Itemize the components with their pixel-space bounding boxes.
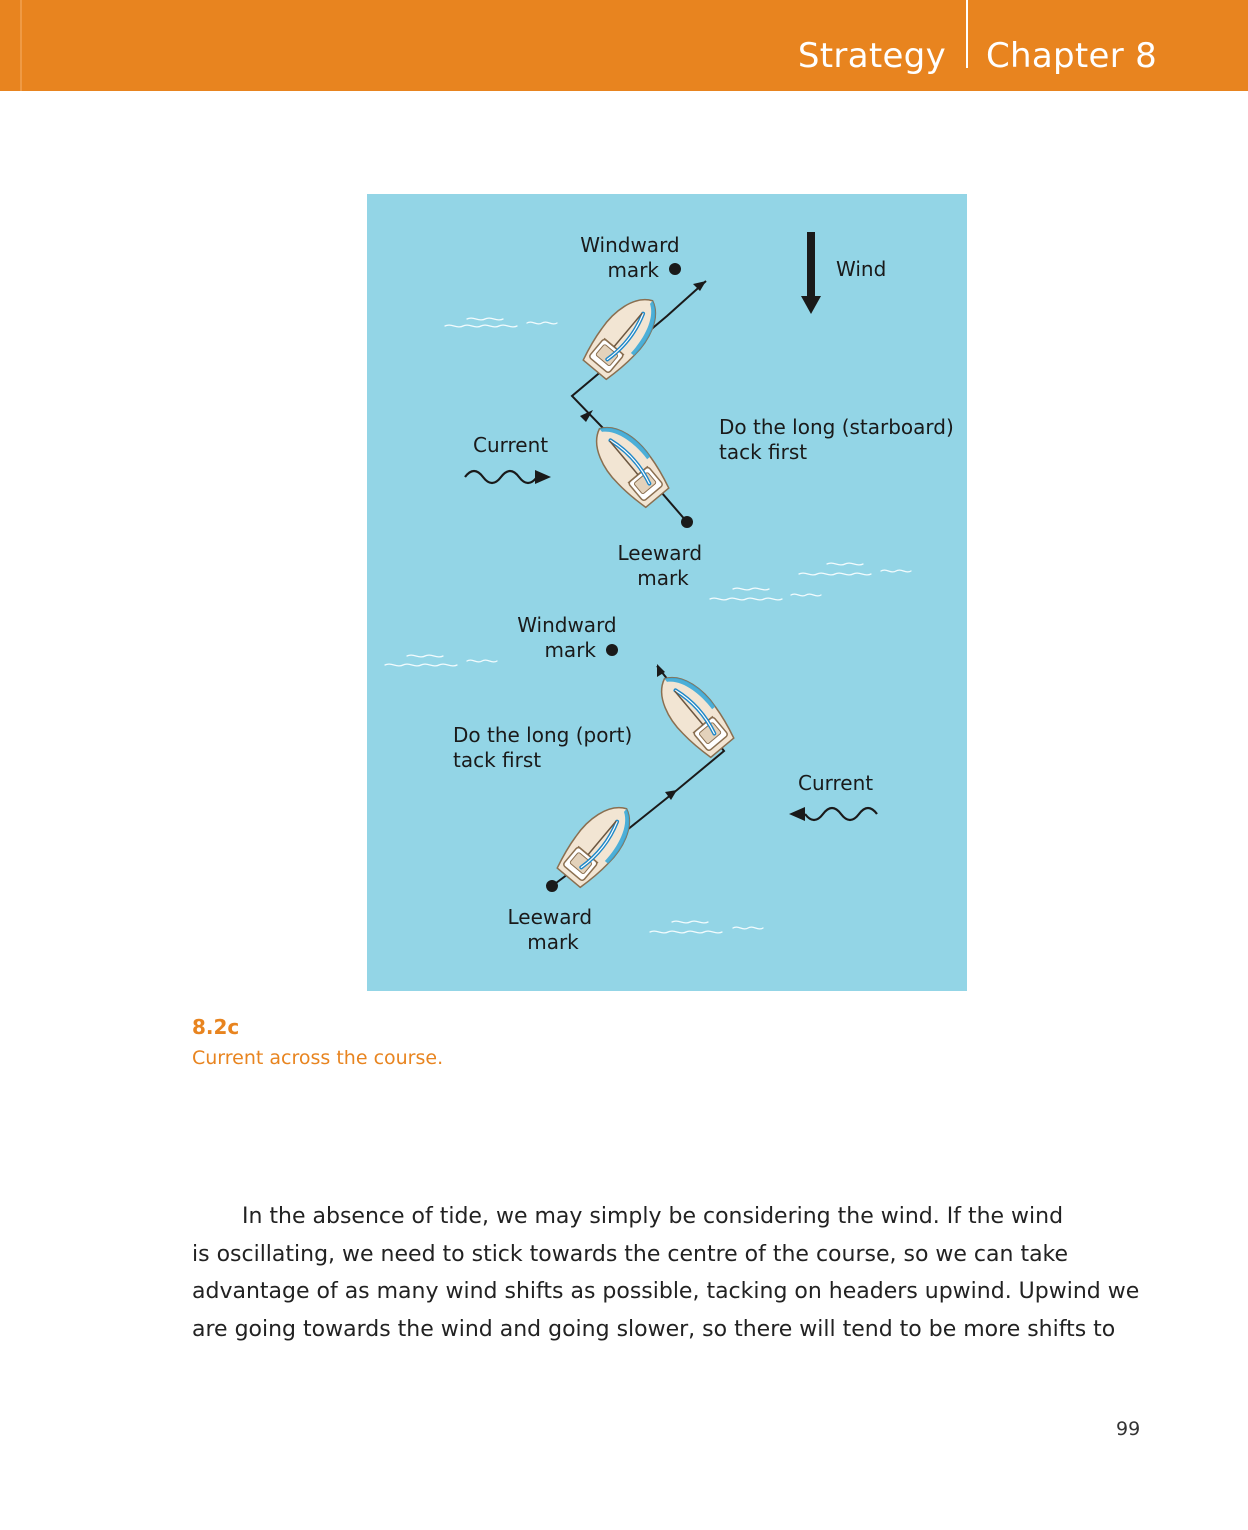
leeward-mark-label-bottom: Leeward mark — [507, 905, 593, 954]
course-diagram — [367, 194, 967, 991]
body-paragraph — [192, 1198, 1142, 1348]
running-head-section: Strategy — [797, 36, 946, 76]
windward-mark-icon — [606, 644, 618, 656]
page-number: 99 — [1116, 1418, 1141, 1440]
current-label-left: Current — [473, 433, 549, 457]
port-tack-note: Do the long (port) tack first — [453, 723, 633, 772]
leeward-mark-icon — [546, 880, 558, 892]
windward-mark-icon — [669, 263, 681, 275]
figure-number: 8.2c — [192, 1015, 240, 1039]
header-divider — [966, 0, 968, 68]
body-line: In the absence of tide, we may simply be considering the wind. If the wind — [242, 1204, 1064, 1229]
wind-label: Wind — [836, 257, 887, 281]
water-background — [367, 194, 967, 991]
figure-caption: Current across the course. — [192, 1047, 444, 1069]
windward-mark-label-bottom: Windward mark — [517, 613, 617, 662]
windward-mark-label-top: Windward mark — [580, 233, 680, 282]
body-line: is oscillating, we need to stick towards the centre of the course, so we can take — [192, 1241, 1069, 1267]
running-head-chapter: Chapter 8 — [986, 36, 1158, 76]
page-header — [0, 0, 1248, 91]
current-label-right: Current — [798, 771, 874, 795]
body-line: advantage of as many wind shifts as possible, tacking on headers upwind. Upwind we — [192, 1279, 1140, 1304]
header-edge-line — [20, 0, 22, 91]
leeward-mark-icon — [681, 516, 693, 528]
starboard-tack-note: Do the long (starboard) tack first — [719, 415, 954, 464]
leeward-mark-label-top: Leeward mark — [617, 541, 703, 590]
body-line: are going towards the wind and going slower, so there will tend to be more shifts to — [192, 1316, 1116, 1342]
